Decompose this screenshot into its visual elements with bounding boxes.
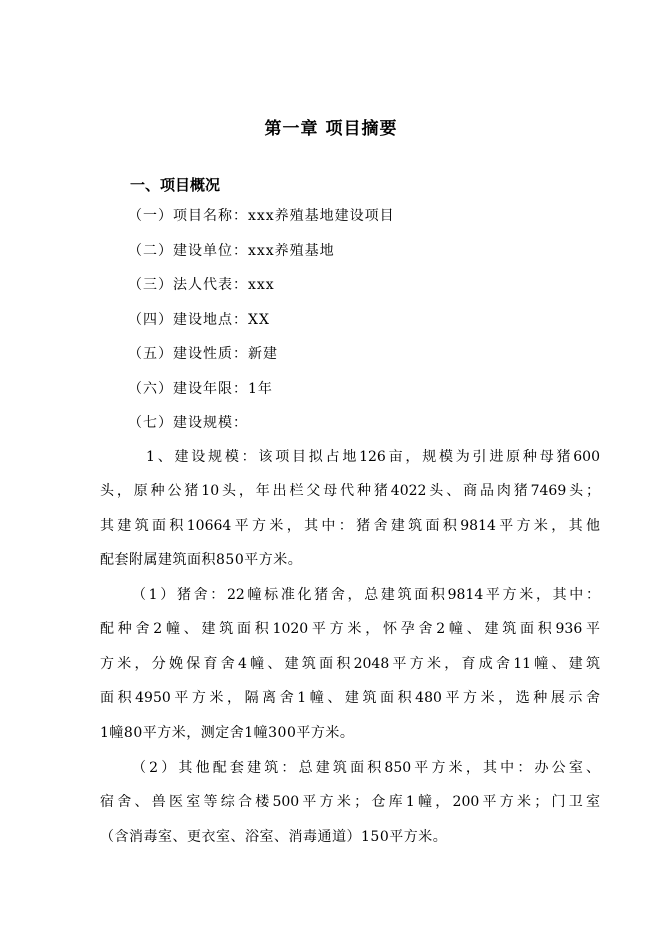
- item-project-name: （一）项目名称：xxx养殖基地建设项目: [128, 208, 395, 224]
- para3-line: （2）其他配套建筑：总建筑面积850平方米，其中：办公室、: [132, 760, 600, 776]
- para2-line: （1）猪舍：22幢标准化猪舍，总建筑面积9814平方米，其中：: [132, 587, 600, 603]
- para2-line: 1幢80平方米，测定舍1幢300平方米。: [100, 725, 355, 741]
- item-construction-location: （四）建设地点：XX: [128, 312, 270, 328]
- para1-line: 头，原种公猪10头，年出栏父母代种猪4022头、商品肉猪7469头；: [100, 483, 600, 499]
- item-construction-scale: （七）建设规模：: [128, 415, 248, 431]
- para3-line: 宿舍、兽医室等综合楼500平方米；仓库1幢，200平方米；门卫室: [100, 794, 600, 810]
- item-legal-representative: （三）法人代表：xxx: [128, 277, 275, 293]
- item-construction-unit: （二）建设单位：xxx养殖基地: [128, 243, 335, 259]
- para2-line: 方米，分娩保育舍4幢、建筑面积2048平方米，育成舍11幢、建筑: [100, 656, 600, 672]
- para1-line: 1、建设规模：该项目拟占地126亩，规模为引进原种母猪600: [146, 449, 600, 465]
- para1-line: 其建筑面积10664平方米，其中：猪舍建筑面积9814平方米，其他: [100, 518, 600, 534]
- chapter-title: 第一章 项目摘要: [264, 119, 398, 139]
- item-construction-nature: （五）建设性质：新建: [128, 346, 278, 362]
- para1-line: 配套附属建筑面积850平方米。: [100, 552, 303, 568]
- section-heading: 一、项目概况: [130, 176, 221, 194]
- item-construction-period: （六）建设年限：1年: [128, 381, 273, 397]
- para2-line: 面积4950平方米，隔离舍1幢、建筑面积480平方米，选种展示舍: [100, 690, 600, 706]
- para3-line: （含消毒室、更衣室、浴室、消毒通道）150平方米。: [100, 829, 448, 845]
- para2-line: 配种舍2幢、建筑面积1020平方米，怀孕舍2幢、建筑面积936平: [100, 621, 600, 637]
